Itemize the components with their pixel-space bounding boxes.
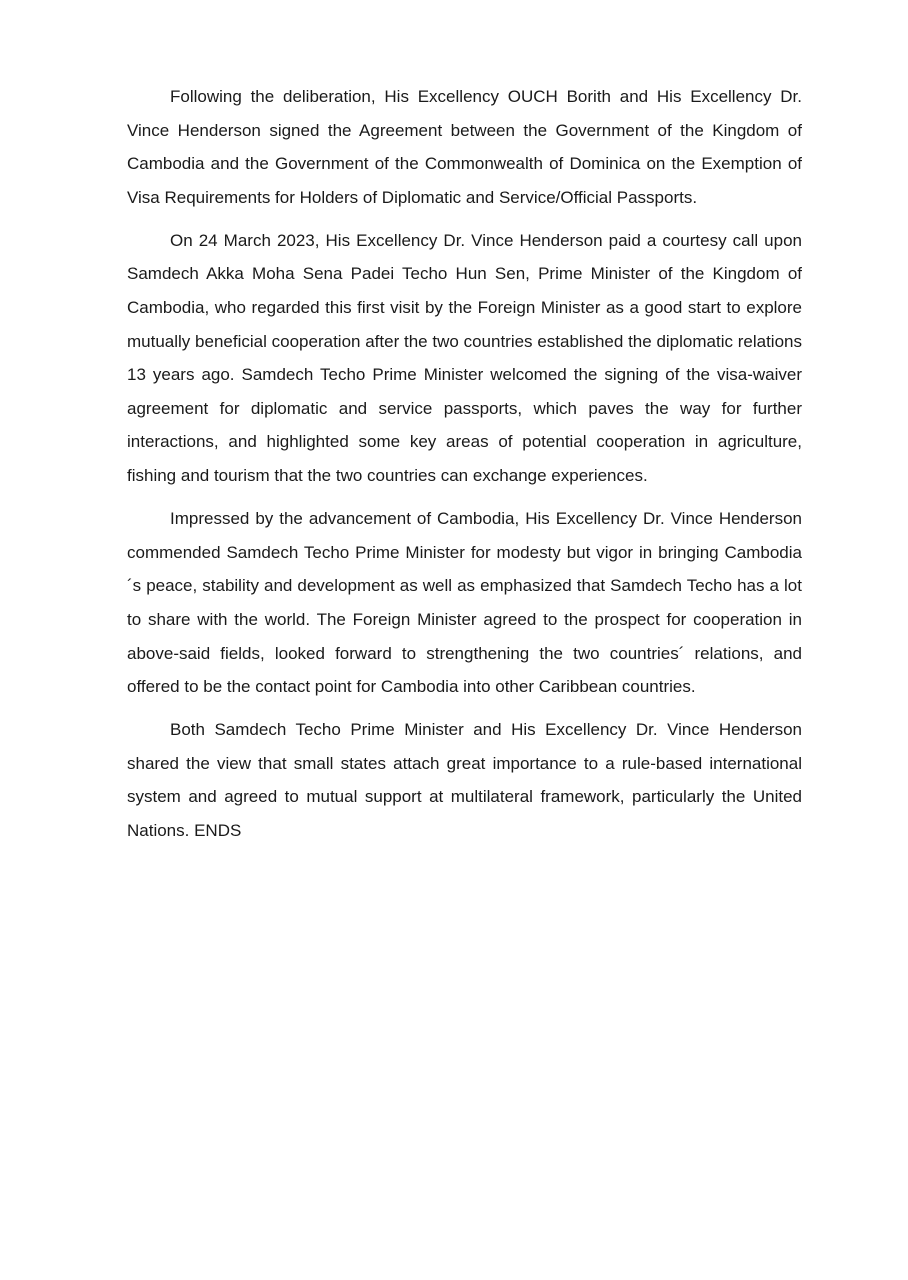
- document-body: [127, 80, 802, 857]
- paragraph-agreement-signing: Following the deliberation, His Excellency OUCH Borith and His Excellency Dr. Vince Henderson signed the Agreement between the Government of the Kingdom of Cambodia and the Government of the Commonwealth of Dominica on the Exemption of Visa Requirements for Holders of Diplomatic and Service/Official Passports.: [127, 87, 802, 207]
- paragraph-foreign-minister-remarks: Impressed by the advancement of Cambodia, His Excellency Dr. Vince Henderson commended Samdech Techo Prime Minister for modesty but vigor in bringing Cambodia´s peace, stability and development as well as emphasized that Samdech Techo has a lot to share with the world. The Foreign Minister agreed to the prospect for cooperation in above-said fields, looked forward to strengthening the two countries´ relations, and offered to be the contact point for Cambodia into other Caribbean countries.: [127, 509, 802, 697]
- paragraph-courtesy-call: On 24 March 2023, His Excellency Dr. Vince Henderson paid a courtesy call upon Samdech Akka Moha Sena Padei Techo Hun Sen, Prime Minister of the Kingdom of Cambodia, who regarded this first visit by the Foreign Minister as a good start to explore mutually beneficial cooperation after the two countries established the diplomatic relations 13 years ago. Samdech Techo Prime Minister welcomed the signing of the visa-waiver agreement for diplomatic and service passports, which paves the way for further interactions, and highlighted some key areas of potential cooperation in agriculture, fishing and tourism that the two countries can exchange experiences.: [127, 230, 802, 486]
- paragraph-shared-view: Both Samdech Techo Prime Minister and His Excellency Dr. Vince Henderson shared the view that small states attach great importance to a rule-based international system and agreed to mutual support at multilateral framework, particularly the United Nations. ENDS: [127, 720, 802, 840]
